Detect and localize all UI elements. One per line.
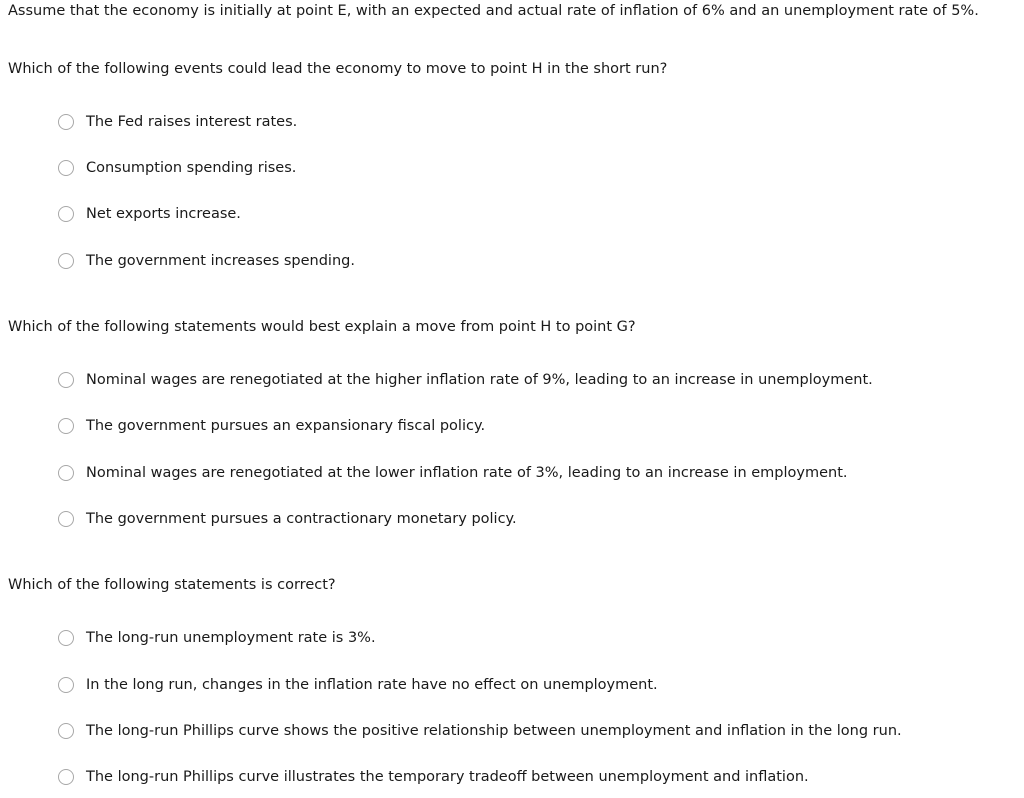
question-2-option-1[interactable] [58, 370, 873, 390]
question-1-option-3[interactable] [58, 204, 241, 224]
radio-button[interactable] [58, 206, 74, 222]
radio-button[interactable] [58, 769, 74, 785]
question-3-option-3[interactable] [58, 721, 902, 741]
option-label: Consumption spending rises. [86, 160, 297, 176]
option-label: Net exports increase. [86, 206, 241, 222]
radio-button[interactable] [58, 418, 74, 434]
radio-button[interactable] [58, 677, 74, 693]
question-1-option-1[interactable] [58, 112, 297, 132]
question-3-option-1[interactable] [58, 628, 376, 648]
option-label: The government pursues a contractionary monetary policy. [86, 511, 517, 527]
question-3-option-4[interactable] [58, 767, 809, 787]
option-label: The long-run Phillips curve shows the positive relationship between unemployment and inflation in the long run. [86, 723, 902, 739]
question-2-option-3[interactable] [58, 463, 848, 483]
question-1-prompt: Which of the following events could lead the economy to move to point H in the short run? [8, 61, 668, 77]
question-3-option-2[interactable] [58, 675, 658, 695]
question-3-prompt: Which of the following statements is correct? [8, 577, 336, 593]
radio-button[interactable] [58, 465, 74, 481]
question-2-option-2[interactable] [58, 416, 485, 436]
question-2-prompt: Which of the following statements would best explain a move from point H to point G? [8, 319, 636, 335]
intro-text: Assume that the economy is initially at point E, with an expected and actual rate of inflation of 6% and an unemployment rate of 5%. [8, 3, 979, 19]
radio-button[interactable] [58, 160, 74, 176]
radio-button[interactable] [58, 253, 74, 269]
option-label: Nominal wages are renegotiated at the higher inflation rate of 9%, leading to an increase in unemployment. [86, 372, 873, 388]
radio-button[interactable] [58, 372, 74, 388]
option-label: The long-run Phillips curve illustrates the temporary tradeoff between unemployment and inflation. [86, 769, 809, 785]
radio-button[interactable] [58, 114, 74, 130]
radio-button[interactable] [58, 511, 74, 527]
option-label: The long-run unemployment rate is 3%. [86, 630, 376, 646]
radio-button[interactable] [58, 630, 74, 646]
question-1-option-4[interactable] [58, 251, 355, 271]
option-label: The government pursues an expansionary fiscal policy. [86, 418, 486, 434]
radio-button[interactable] [58, 723, 74, 739]
option-label: The government increases spending. [86, 253, 355, 269]
question-1-option-2[interactable] [58, 158, 296, 178]
option-label: The Fed raises interest rates. [86, 114, 298, 130]
option-label: Nominal wages are renegotiated at the lower inflation rate of 3%, leading to an increase in employment. [86, 465, 848, 481]
option-label: In the long run, changes in the inflation rate have no effect on unemployment. [86, 677, 658, 693]
question-2-option-4[interactable] [58, 509, 517, 529]
